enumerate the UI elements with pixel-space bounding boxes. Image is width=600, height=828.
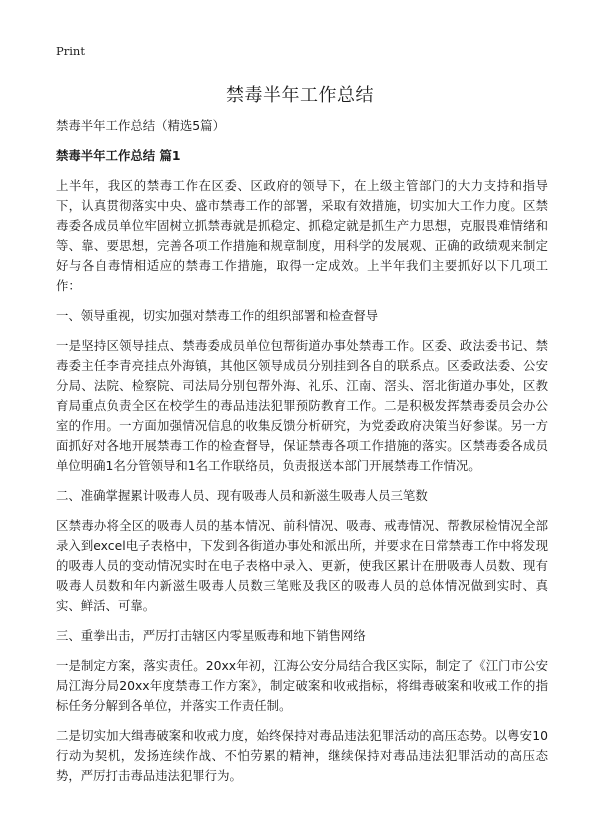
document-body xyxy=(56,116,548,786)
paragraph-part-3a: 一是制定方案，落实责任。20xx年初，江海公安分局结合我区实际，制定了《江门市公安局江海分局20xx年度禁毒工作方案》，制定破案和收戒指标，将缉毒破案和收戒工作的指标任务分解到各单位，并落实工作责任制。 xyxy=(56,658,548,713)
heading-part-1: 一、领导重视，切实加强对禁毒工作的组织部署和检查督导 xyxy=(56,308,379,323)
paragraph-part-3b: 二是切实加大缉毒破案和收戒力度，始终保持对毒品违法犯罪活动的高压态势。以粤安10行动为契机，发扬连续作战、不怕劳累的精神，继续保持对毒品违法犯罪活动的高压态势，严厉打击毒品违法犯罪行为。 xyxy=(56,728,548,783)
heading-part-2: 二、准确掌握累计吸毒人员、现有吸毒人员和新滋生吸毒人员三笔数 xyxy=(56,488,428,503)
paragraph-part-2: 区禁毒办将全区的吸毒人员的基本情况、前科情况、吸毒、戒毒情况、帮教尿检情况全部录入到excel电子表格中，下发到各街道办事处和派出所，并要求在日常禁毒工作中将发现的吸毒人员的变动情况实时在电子表格中录入、更新，使我区累计在册吸毒人员数、现有吸毒人员数和年内新滋生吸毒人员数三笔账及我区的吸毒人员的总体情况做到实时、真实、鲜活、可靠。 xyxy=(56,518,548,613)
section-heading: 禁毒半年工作总结 篇1 xyxy=(56,148,181,163)
paragraph-intro: 上半年，我区的禁毒工作在区委、区政府的领导下，在上级主管部门的大力支持和指导下，认真贯彻落实中央、盛市禁毒工作的部署，采取有效措施，切实加大工作力度。区禁毒委各成员单位牢固树立抓禁毒就是抓稳定、抓稳定就是抓生产力思想，克服畏难情绪和等、靠、要思想，完善各项工作措施和规章制度，用科学的发展观、正确的政绩观来制定好与各自毒情相适应的禁毒工作措施，取得一定成效。上半年我们主要抓好以下几项工作： xyxy=(56,178,548,293)
print-link[interactable]: Print xyxy=(56,44,85,58)
heading-part-3: 三、重拳出击，严厉打击辖区内零星贩毒和地下销售网络 xyxy=(56,628,366,643)
document-subtitle: 禁毒半年工作总结（精选5篇） xyxy=(56,118,225,133)
page-title: 禁毒半年工作总结 xyxy=(226,85,374,106)
paragraph-part-1: 一是坚持区领导挂点、禁毒委成员单位包帮街道办事处禁毒工作。区委、政法委书记、禁毒委主任李青亮挂点外海镇，其他区领导成员分别挂到各自的联系点。区委政法委、公安分局、法院、检察院、司法局分别包帮外海、礼乐、江南、滘头、滘北街道办事处，区教育局重点负责全区在校学生的毒品违法犯罪预防教育工作。二是积极发挥禁毒委员会办公室的作用。一方面加强情况信息的收集反馈分析研究，为党委政府决策当好参谋。另一方面抓好对各地开展禁毒工作的检查督导，保证禁毒各项工作措施的落实。区禁毒委各成员单位明确1名分管领导和1名工作联络员，负责报送本部门开展禁毒工作情况。 xyxy=(56,338,548,473)
